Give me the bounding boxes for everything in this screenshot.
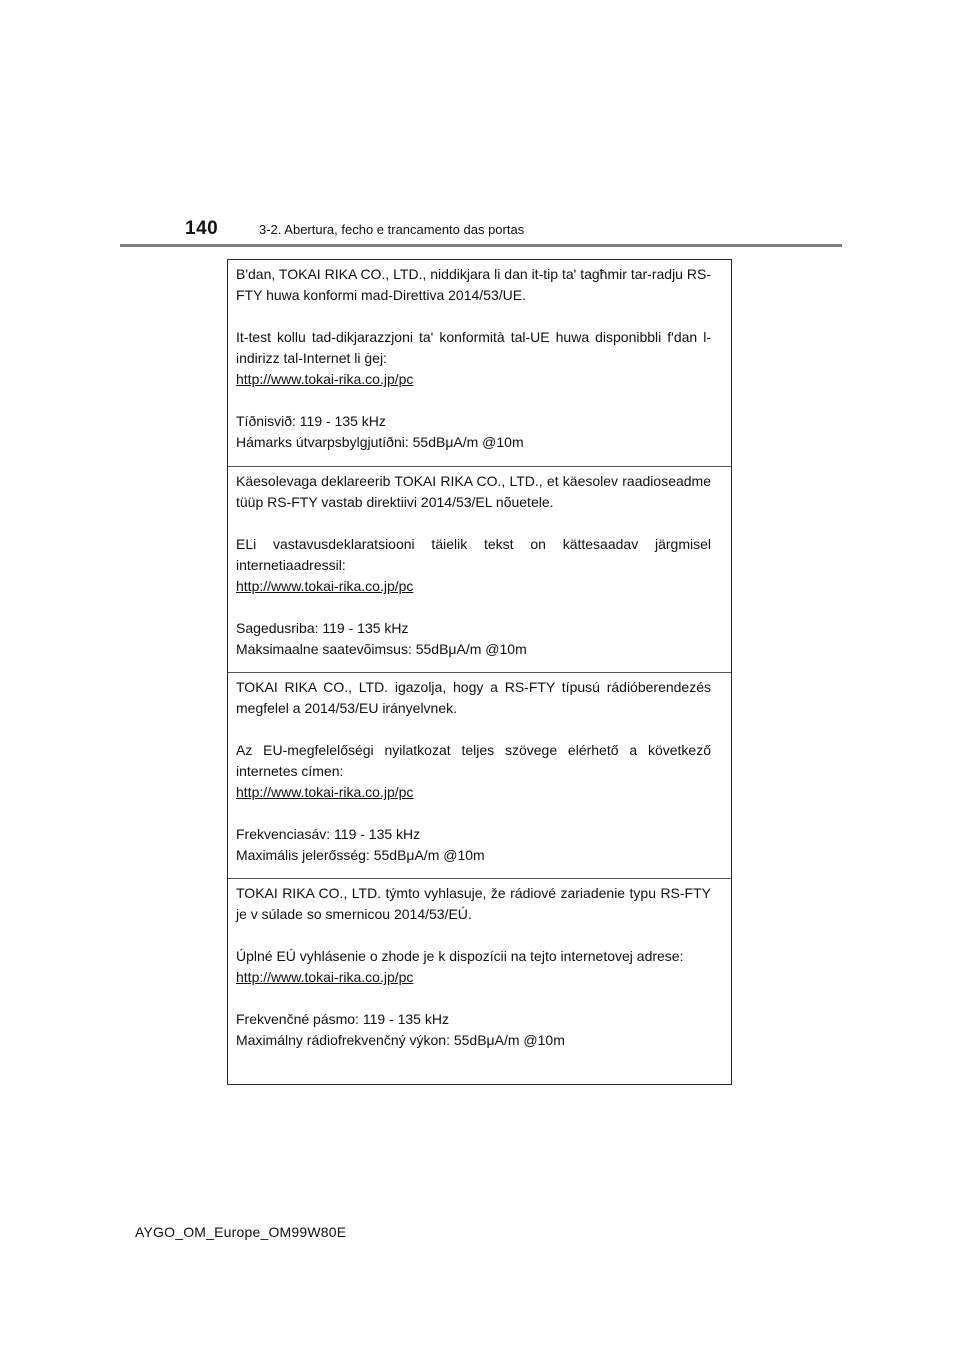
declaration-statement: TOKAI RIKA CO., LTD. týmto vyhlasuje, že rádiové zariadenie typu RS-FTY je v súlade so smernicou 2014/53/EÚ. — [236, 885, 711, 922]
frequency-band: Frekvenčné pásmo: 119 - 135 kHz — [236, 1011, 449, 1027]
max-power: Maksimaalne saatevõimsus: 55dBμA/m @10m — [236, 641, 527, 657]
frequency-band: Sagedusriba: 119 - 135 kHz — [236, 620, 409, 636]
declaration-url-link[interactable]: http://www.tokai-rika.co.jp/pc — [236, 578, 414, 594]
declaration-cell-maltese — [228, 260, 731, 466]
declaration-url-link[interactable]: http://www.tokai-rika.co.jp/pc — [236, 371, 414, 387]
declaration-url-link[interactable]: http://www.tokai-rika.co.jp/pc — [236, 969, 414, 985]
max-power: Hámarks útvarpsbylgjutíðni: 55dBμA/m @10m — [236, 434, 524, 450]
section-title: 3-2. Abertura, fecho e trancamento das portas — [259, 222, 525, 237]
document-code: AYGO_OM_Europe_OM99W80E — [135, 1224, 347, 1240]
max-power: Maximális jelerősség: 55dBμA/m @10m — [236, 847, 485, 863]
header-divider — [120, 244, 842, 247]
declaration-availability: ELi vastavusdeklaratsiooni täielik tekst on kättesaadav järgmisel internetiaadressil: — [236, 536, 711, 573]
frequency-band: Tíðnisvið: 119 - 135 kHz — [236, 413, 386, 429]
declaration-statement: B'dan, TOKAI RIKA CO., LTD., niddikjara li dan it-tip ta' tagħmir tar-radju RS-FTY huwa konformi mad-Direttiva 2014/53/UE. — [236, 266, 711, 303]
declaration-cell-hungarian — [228, 672, 731, 878]
declaration-table — [227, 259, 732, 1085]
frequency-band: Frekvenciasáv: 119 - 135 kHz — [236, 826, 421, 842]
declaration-statement: TOKAI RIKA CO., LTD. igazolja, hogy a RS-FTY típusú rádióberendezés megfelel a 2014/53/EU irányelvnek. — [236, 679, 711, 716]
max-power: Maximálny rádiofrekvenčný výkon: 55dBμA/m @10m — [236, 1032, 565, 1048]
declaration-cell-estonian — [228, 466, 731, 672]
declaration-availability: It-test kollu tad-dikjarazzjoni ta' konformità tal-UE huwa disponibbli f'dan l-indirizz tal-Internet li ġej: — [236, 329, 711, 366]
declaration-statement: Käesolevaga deklareerib TOKAI RIKA CO., LTD., et käesolev raadioseadme tüüp RS-FTY vastab direktiivi 2014/53/EL nõuetele. — [236, 473, 711, 510]
declaration-availability: Az EU-megfelelőségi nyilatkozat teljes szövege elérhető a következő internetes címen: — [236, 742, 711, 779]
declaration-availability: Úplné EÚ vyhlásenie o zhode je k dispozícii na tejto internetovej adrese: — [236, 948, 684, 964]
declaration-cell-slovak — [228, 878, 731, 1084]
page-number: 140 — [185, 218, 219, 239]
declaration-url-link[interactable]: http://www.tokai-rika.co.jp/pc — [236, 784, 414, 800]
